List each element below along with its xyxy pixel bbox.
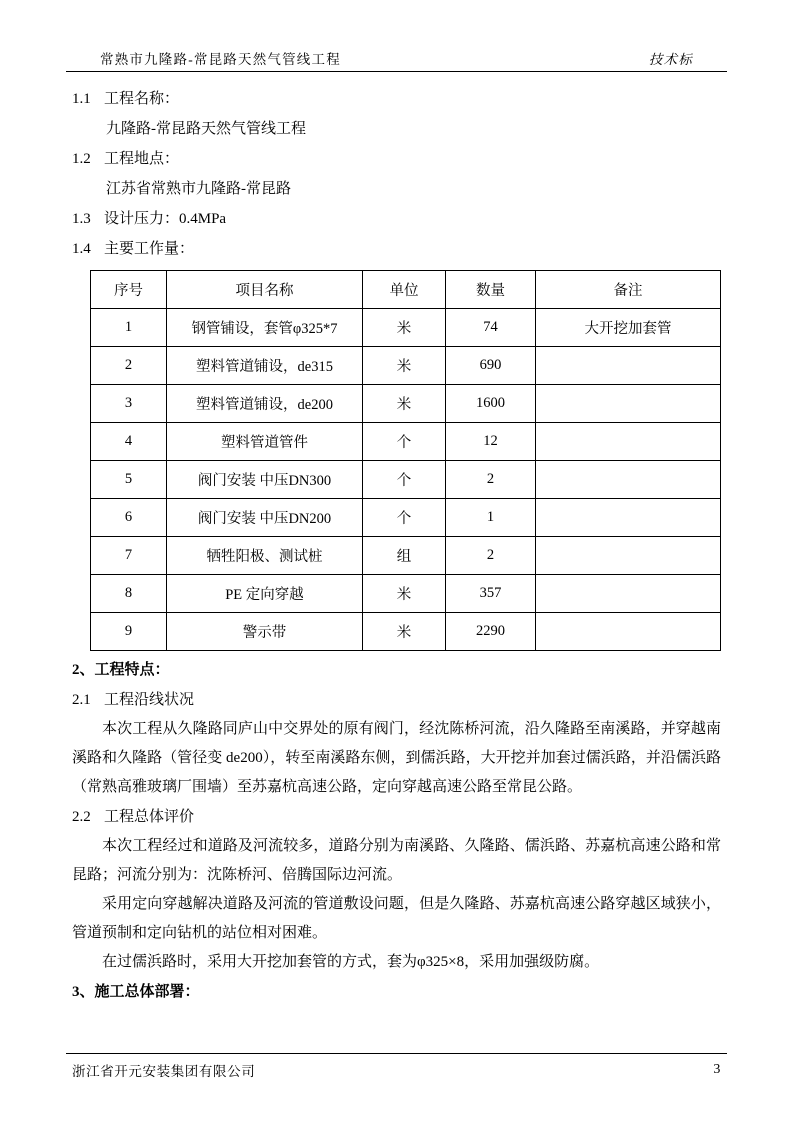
table-cell: 米: [363, 309, 446, 347]
table-cell: 690: [446, 347, 536, 385]
section-1-3-label: 设计压力：0.4MPa: [104, 211, 227, 227]
table-row: [91, 537, 721, 575]
table-cell: 2: [446, 537, 536, 575]
section-2-2-label: 工程总体评价: [104, 809, 195, 825]
table-row: [91, 575, 721, 613]
section-1-1-number: 1.1: [72, 91, 91, 107]
table-cell: [536, 613, 721, 651]
table-cell: 4: [91, 423, 167, 461]
workload-table: [90, 270, 721, 651]
table-cell: [536, 423, 721, 461]
section-2-1-label: 工程沿线状况: [104, 692, 195, 708]
table-cell: 牺牲阳极、测试桩: [167, 537, 363, 575]
table-row: [91, 309, 721, 347]
table-header-cell: 序号: [91, 271, 167, 309]
table-cell: 1600: [446, 385, 536, 423]
section-3-heading: 3、施工总体部署：: [72, 984, 200, 1000]
table-cell: [536, 461, 721, 499]
table-cell: 米: [363, 385, 446, 423]
table-cell: 警示带: [167, 613, 363, 651]
section-1-3: [72, 204, 721, 234]
table-cell: 12: [446, 423, 536, 461]
table-cell: 个: [363, 499, 446, 537]
section-1-1: [72, 84, 721, 114]
table-cell: [536, 499, 721, 537]
header-title: 常熟市九隆路-常昆路天然气管线工程: [100, 52, 341, 67]
footer-divider: [66, 1053, 727, 1054]
table-cell: [536, 537, 721, 575]
table-cell: 5: [91, 461, 167, 499]
table-cell: 塑料管道管件: [167, 423, 363, 461]
table-cell: 357: [446, 575, 536, 613]
section-1-3-number: 1.3: [72, 211, 91, 227]
table-cell: 大开挖加套管: [536, 309, 721, 347]
table-cell: PE 定向穿越: [167, 575, 363, 613]
table-cell: 塑料管道铺设，de315: [167, 347, 363, 385]
section-2-2-number: 2.2: [72, 809, 91, 825]
section-1-4-label: 主要工作量：: [104, 241, 195, 257]
table-cell: 塑料管道铺设，de200: [167, 385, 363, 423]
table-cell: 1: [91, 309, 167, 347]
table-cell: 个: [363, 423, 446, 461]
table-cell: 米: [363, 575, 446, 613]
table-row: [91, 613, 721, 651]
table-cell: 阀门安装 中压DN300: [167, 461, 363, 499]
table-header-cell: 数量: [446, 271, 536, 309]
table-row: [91, 347, 721, 385]
section-1-1-label: 工程名称：: [104, 91, 180, 107]
section-2-2-body-1: 本次工程经过和道路及河流较多，道路分别为南溪路、久隆路、儒浜路、苏嘉杭高速公路和常昆路；河流分别为：沈陈桥河、倍腾国际边河流。: [72, 838, 721, 883]
footer-company: 浙江省开元安装集团有限公司: [72, 1064, 256, 1079]
table-row: [91, 423, 721, 461]
table-cell: 74: [446, 309, 536, 347]
table-row: [91, 385, 721, 423]
project-site-value: 江苏省常熟市九隆路-常昆路: [106, 181, 291, 197]
page-footer: [72, 1053, 721, 1080]
table-row: [91, 499, 721, 537]
table-header-cell: 项目名称: [167, 271, 363, 309]
table-cell: 3: [91, 385, 167, 423]
page-header: [66, 48, 727, 72]
table-cell: 米: [363, 613, 446, 651]
table-cell: 8: [91, 575, 167, 613]
table-cell: 2290: [446, 613, 536, 651]
section-2-2-body-2: 采用定向穿越解决道路及河流的管道敷设问题，但是久隆路、苏嘉杭高速公路穿越区域狭小，管道预制和定向钻机的站位相对困难。: [72, 896, 721, 941]
table-cell: [536, 385, 721, 423]
section-2-2-body-3: 在过儒浜路时，采用大开挖加套管的方式，套为φ325×8，采用加强级防腐。: [102, 954, 600, 970]
table-cell: 2: [446, 461, 536, 499]
table-cell: 1: [446, 499, 536, 537]
table-cell: 9: [91, 613, 167, 651]
table-cell: 7: [91, 537, 167, 575]
table-cell: [536, 575, 721, 613]
section-1-2-label: 工程地点：: [104, 151, 180, 167]
table-cell: 个: [363, 461, 446, 499]
table-header-cell: 备注: [536, 271, 721, 309]
table-cell: 阀门安装 中压DN200: [167, 499, 363, 537]
table-header-row: [91, 271, 721, 309]
section-2-heading: 2、工程特点：: [72, 662, 170, 678]
table-cell: 2: [91, 347, 167, 385]
footer-page-number: 3: [713, 1062, 721, 1077]
section-1-4-number: 1.4: [72, 241, 91, 257]
table-cell: 组: [363, 537, 446, 575]
section-2-1: [72, 685, 721, 715]
section-1-2-number: 1.2: [72, 151, 91, 167]
section-2-1-body: 本次工程从久隆路同庐山中交界处的原有阀门，经沈陈桥河流，沿久隆路至南溪路，并穿越南溪路和久隆路（管径变 de200），转至南溪路东侧，到儒浜路，大开挖并加套过儒浜路，并沿儒浜路（常熟高雅玻璃厂围墙）至苏嘉杭高速公路，定向穿越高速公路至常昆公路。: [72, 721, 721, 795]
table-row: [91, 461, 721, 499]
section-2-2: [72, 802, 721, 832]
section-1-4: [72, 234, 721, 264]
header-document-type: 技术标: [648, 52, 693, 67]
table-cell: [536, 347, 721, 385]
section-1-2: [72, 144, 721, 174]
table-cell: 钢管铺设，套管φ325*7: [167, 309, 363, 347]
table-header-cell: 单位: [363, 271, 446, 309]
table-cell: 6: [91, 499, 167, 537]
project-name-value: 九隆路-常昆路天然气管线工程: [106, 121, 306, 137]
table-cell: 米: [363, 347, 446, 385]
section-2-1-number: 2.1: [72, 692, 91, 708]
